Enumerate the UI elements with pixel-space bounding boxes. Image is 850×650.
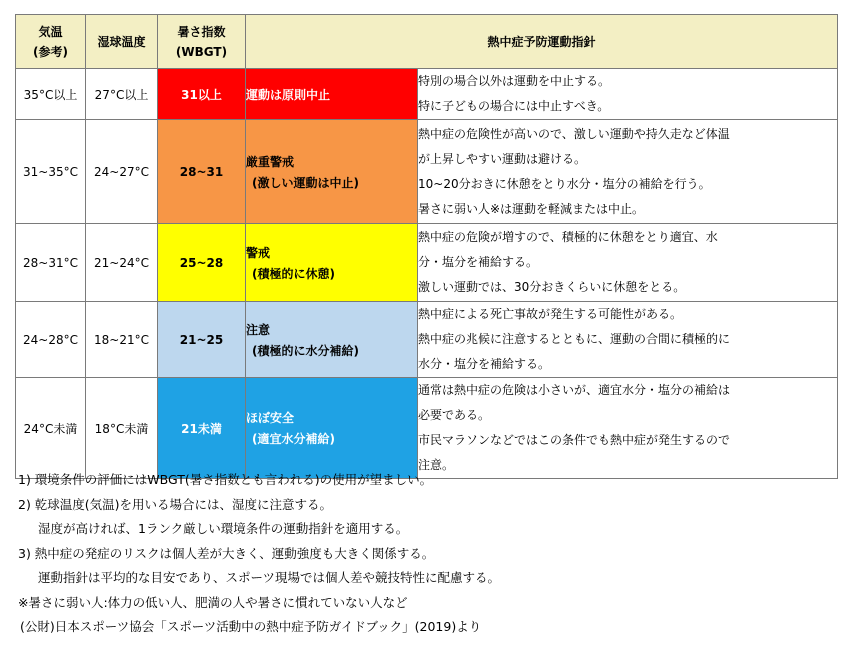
header-wet-bulb: 湿球温度 bbox=[86, 15, 158, 69]
footnote-continued: 運動指針は平均的な目安であり、スポーツ現場では個人差や競技特性に配慮する。 bbox=[38, 570, 501, 585]
temp-cell: 28~31°C bbox=[16, 224, 86, 302]
guideline-cell: 熱中症による死亡事故が発生する可能性がある。 熱中症の兆候に注意するとともに、運動の合間に積極的に 水分・塩分を補給する。 bbox=[418, 302, 838, 378]
level-cell: ほぼ安全 (適宜水分補給) bbox=[246, 378, 418, 479]
wet-bulb-cell: 24~27°C bbox=[86, 120, 158, 224]
footnote: 3) 熱中症の発症のリスクは個人差が大きく、運動強度も大きく関係する。 bbox=[18, 545, 435, 561]
footnote-continued: 湿度が高ければ、1ランク厳しい環境条件の運動指針を適用する。 bbox=[38, 521, 409, 536]
wbgt-index-cell: 31以上 bbox=[158, 69, 246, 120]
header-wbgt: 暑さ指数 (WBGT) bbox=[158, 15, 246, 69]
temp-cell: 24°C未満 bbox=[16, 378, 86, 479]
table-row bbox=[16, 302, 838, 378]
temp-cell: 35°C以上 bbox=[16, 69, 86, 120]
wbgt-index-cell: 21~25 bbox=[158, 302, 246, 378]
wet-bulb-cell: 21~24°C bbox=[86, 224, 158, 302]
header-temp: 気温 (参考) bbox=[16, 15, 86, 69]
footnotes bbox=[18, 468, 838, 640]
level-cell: 注意 (積極的に水分補給) bbox=[246, 302, 418, 378]
guideline-cell: 通常は熱中症の危険は小さいが、適宜水分・塩分の補給は 必要である。 市民マラソンなどではこの条件でも熱中症が発生するので 注意。 bbox=[418, 378, 838, 479]
table-row bbox=[16, 69, 838, 120]
wbgt-guideline-table bbox=[15, 14, 838, 479]
footnote: 1) 環境条件の評価にはWBGT(暑さ指数とも言われる)の使用が望ましい。 bbox=[18, 472, 433, 487]
wet-bulb-cell: 18~21°C bbox=[86, 302, 158, 378]
wbgt-index-cell: 21未満 bbox=[158, 378, 246, 479]
wbgt-index-cell: 28~31 bbox=[158, 120, 246, 224]
guideline-cell: 熱中症の危険性が高いので、激しい運動や持久走など体温 が上昇しやすい運動は避ける。 10~20分おきに休憩をとり水分・塩分の補給を行う。 暑さに弱い人※は運動を軽減または中止。 bbox=[418, 120, 838, 224]
header-guideline: 熱中症予防運動指針 bbox=[246, 15, 838, 69]
footnote: 2) 乾球温度(気温)を用いる場合には、湿度に注意する。 bbox=[18, 496, 333, 512]
wet-bulb-cell: 18°C未満 bbox=[86, 378, 158, 479]
level-cell: 警戒 (積極的に休憩) bbox=[246, 224, 418, 302]
temp-cell: 24~28°C bbox=[16, 302, 86, 378]
temp-cell: 31~35°C bbox=[16, 120, 86, 224]
table-row bbox=[16, 224, 838, 302]
guideline-cell: 特別の場合以外は運動を中止する。 特に子どもの場合には中止すべき。 bbox=[418, 69, 838, 120]
footnote: ※暑さに弱い人:体力の低い人、肥満の人や暑さに慣れていない人など bbox=[18, 594, 408, 610]
table-header-row bbox=[16, 15, 838, 69]
wbgt-index-cell: 25~28 bbox=[158, 224, 246, 302]
table-row bbox=[16, 378, 838, 479]
level-cell: 厳重警戒 (激しい運動は中止) bbox=[246, 120, 418, 224]
level-cell: 運動は原則中止 bbox=[246, 69, 418, 120]
wet-bulb-cell: 27°C以上 bbox=[86, 69, 158, 120]
guideline-cell: 熱中症の危険が増すので、積極的に休憩をとり適宜、水 分・塩分を補給する。 激しい運動では、30分おきくらいに休憩をとる。 bbox=[418, 224, 838, 302]
source-citation: (公財)日本スポーツ協会「スポーツ活動中の熱中症予防ガイドブック」(2019)より bbox=[20, 619, 482, 634]
table-row bbox=[16, 120, 838, 224]
